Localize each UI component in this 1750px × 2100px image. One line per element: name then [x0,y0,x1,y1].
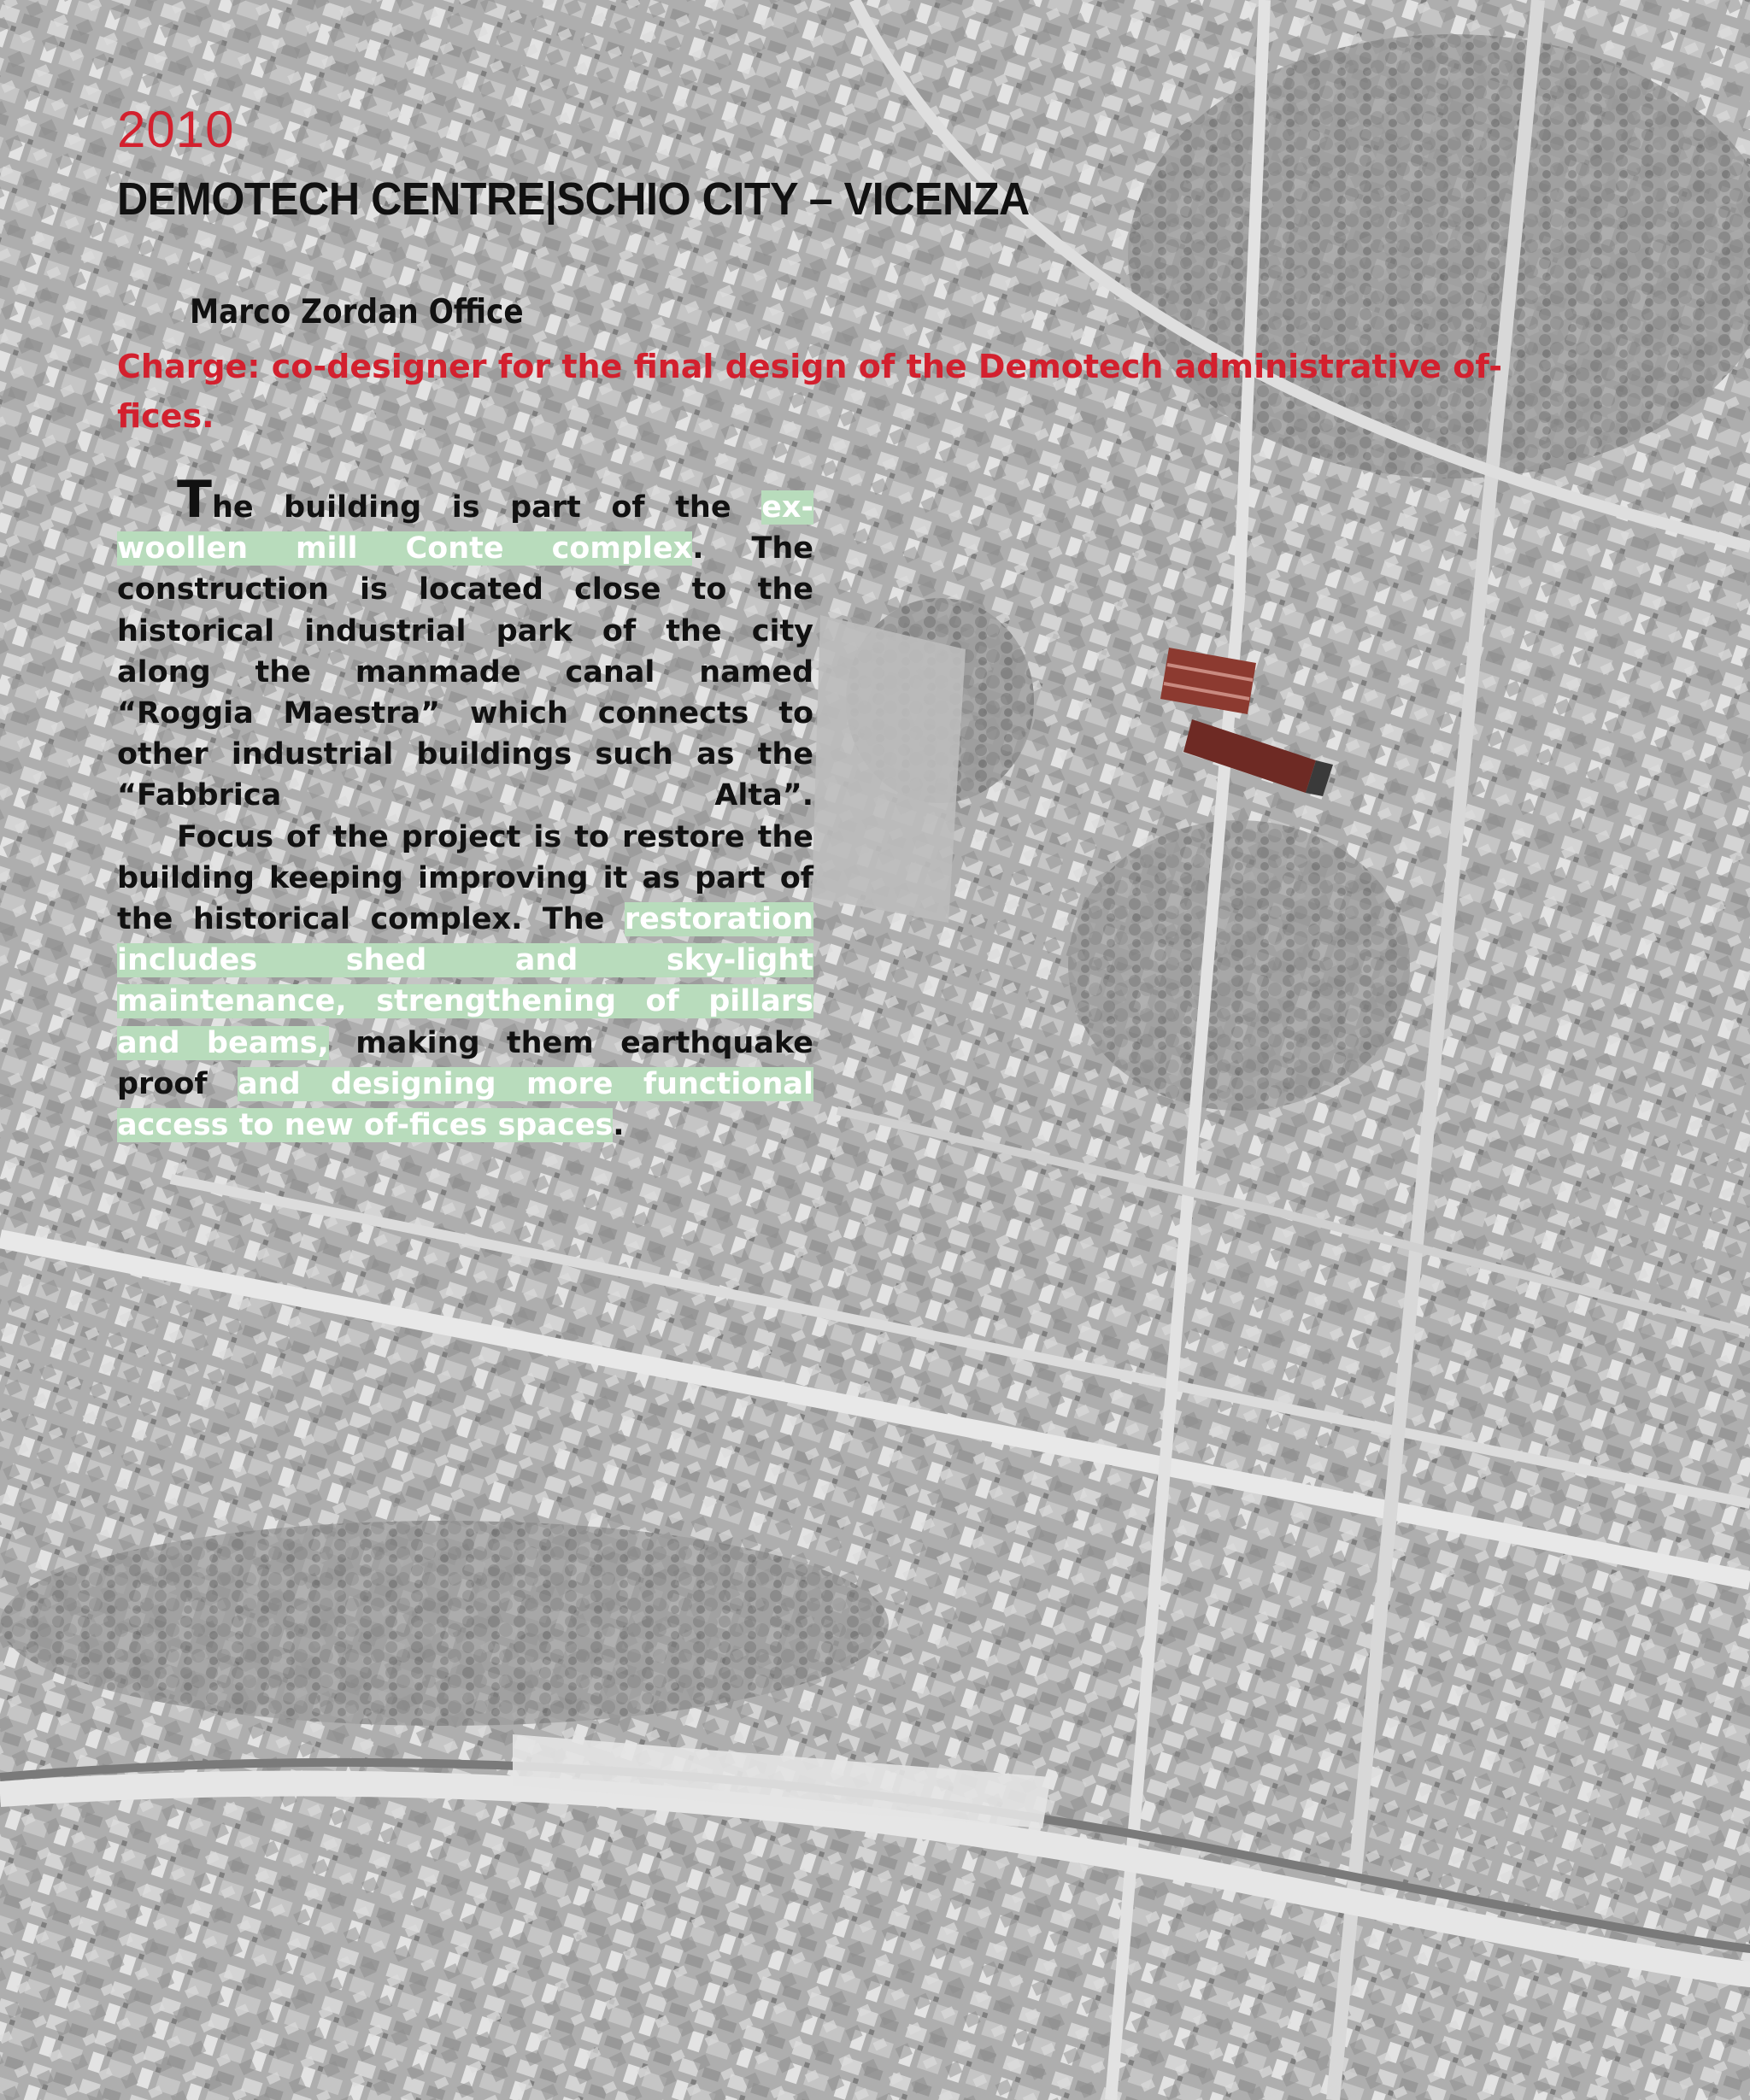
charge-description: Charge: co-designer for the final design of the Demotech administrative of-fices. [117,348,1503,435]
paragraph-1-text-a: he building is part of the [211,490,762,525]
project-description [117,470,813,1146]
paragraph-1-text-b: . The construction is located close to the historical industrial park of the city along the manmade canal named “Roggia Maestra” which connects to other industrial buildings such as the “Fabbrica Alta”. [117,531,813,813]
highlight-restoration: restoration includes shed and sky-light maintenance, strengthening of pillars and beams, [117,902,813,1060]
highlight-access: and designing more functional access to new of-fices spaces [117,1066,813,1143]
paragraph-2-text-b: making them earthquake proof [117,1025,813,1101]
paragraph-2-text-c: . [613,1108,625,1143]
office-name: Marco Zordan Office [190,293,524,331]
project-year: 2010 [117,101,235,158]
paragraph-2-text-a: Focus of the project is to restore the building keeping improving it as part of the historical complex. The [117,819,813,937]
description-paragraph-1 [117,470,813,817]
project-title: DEMOTECH CENTRE|SCHIO CITY – VICENZA [117,173,1030,225]
highlight-mill-complex: ex-woollen mill Conte complex [117,490,813,566]
drop-cap: T [177,470,212,530]
description-paragraph-2 [117,817,813,1147]
